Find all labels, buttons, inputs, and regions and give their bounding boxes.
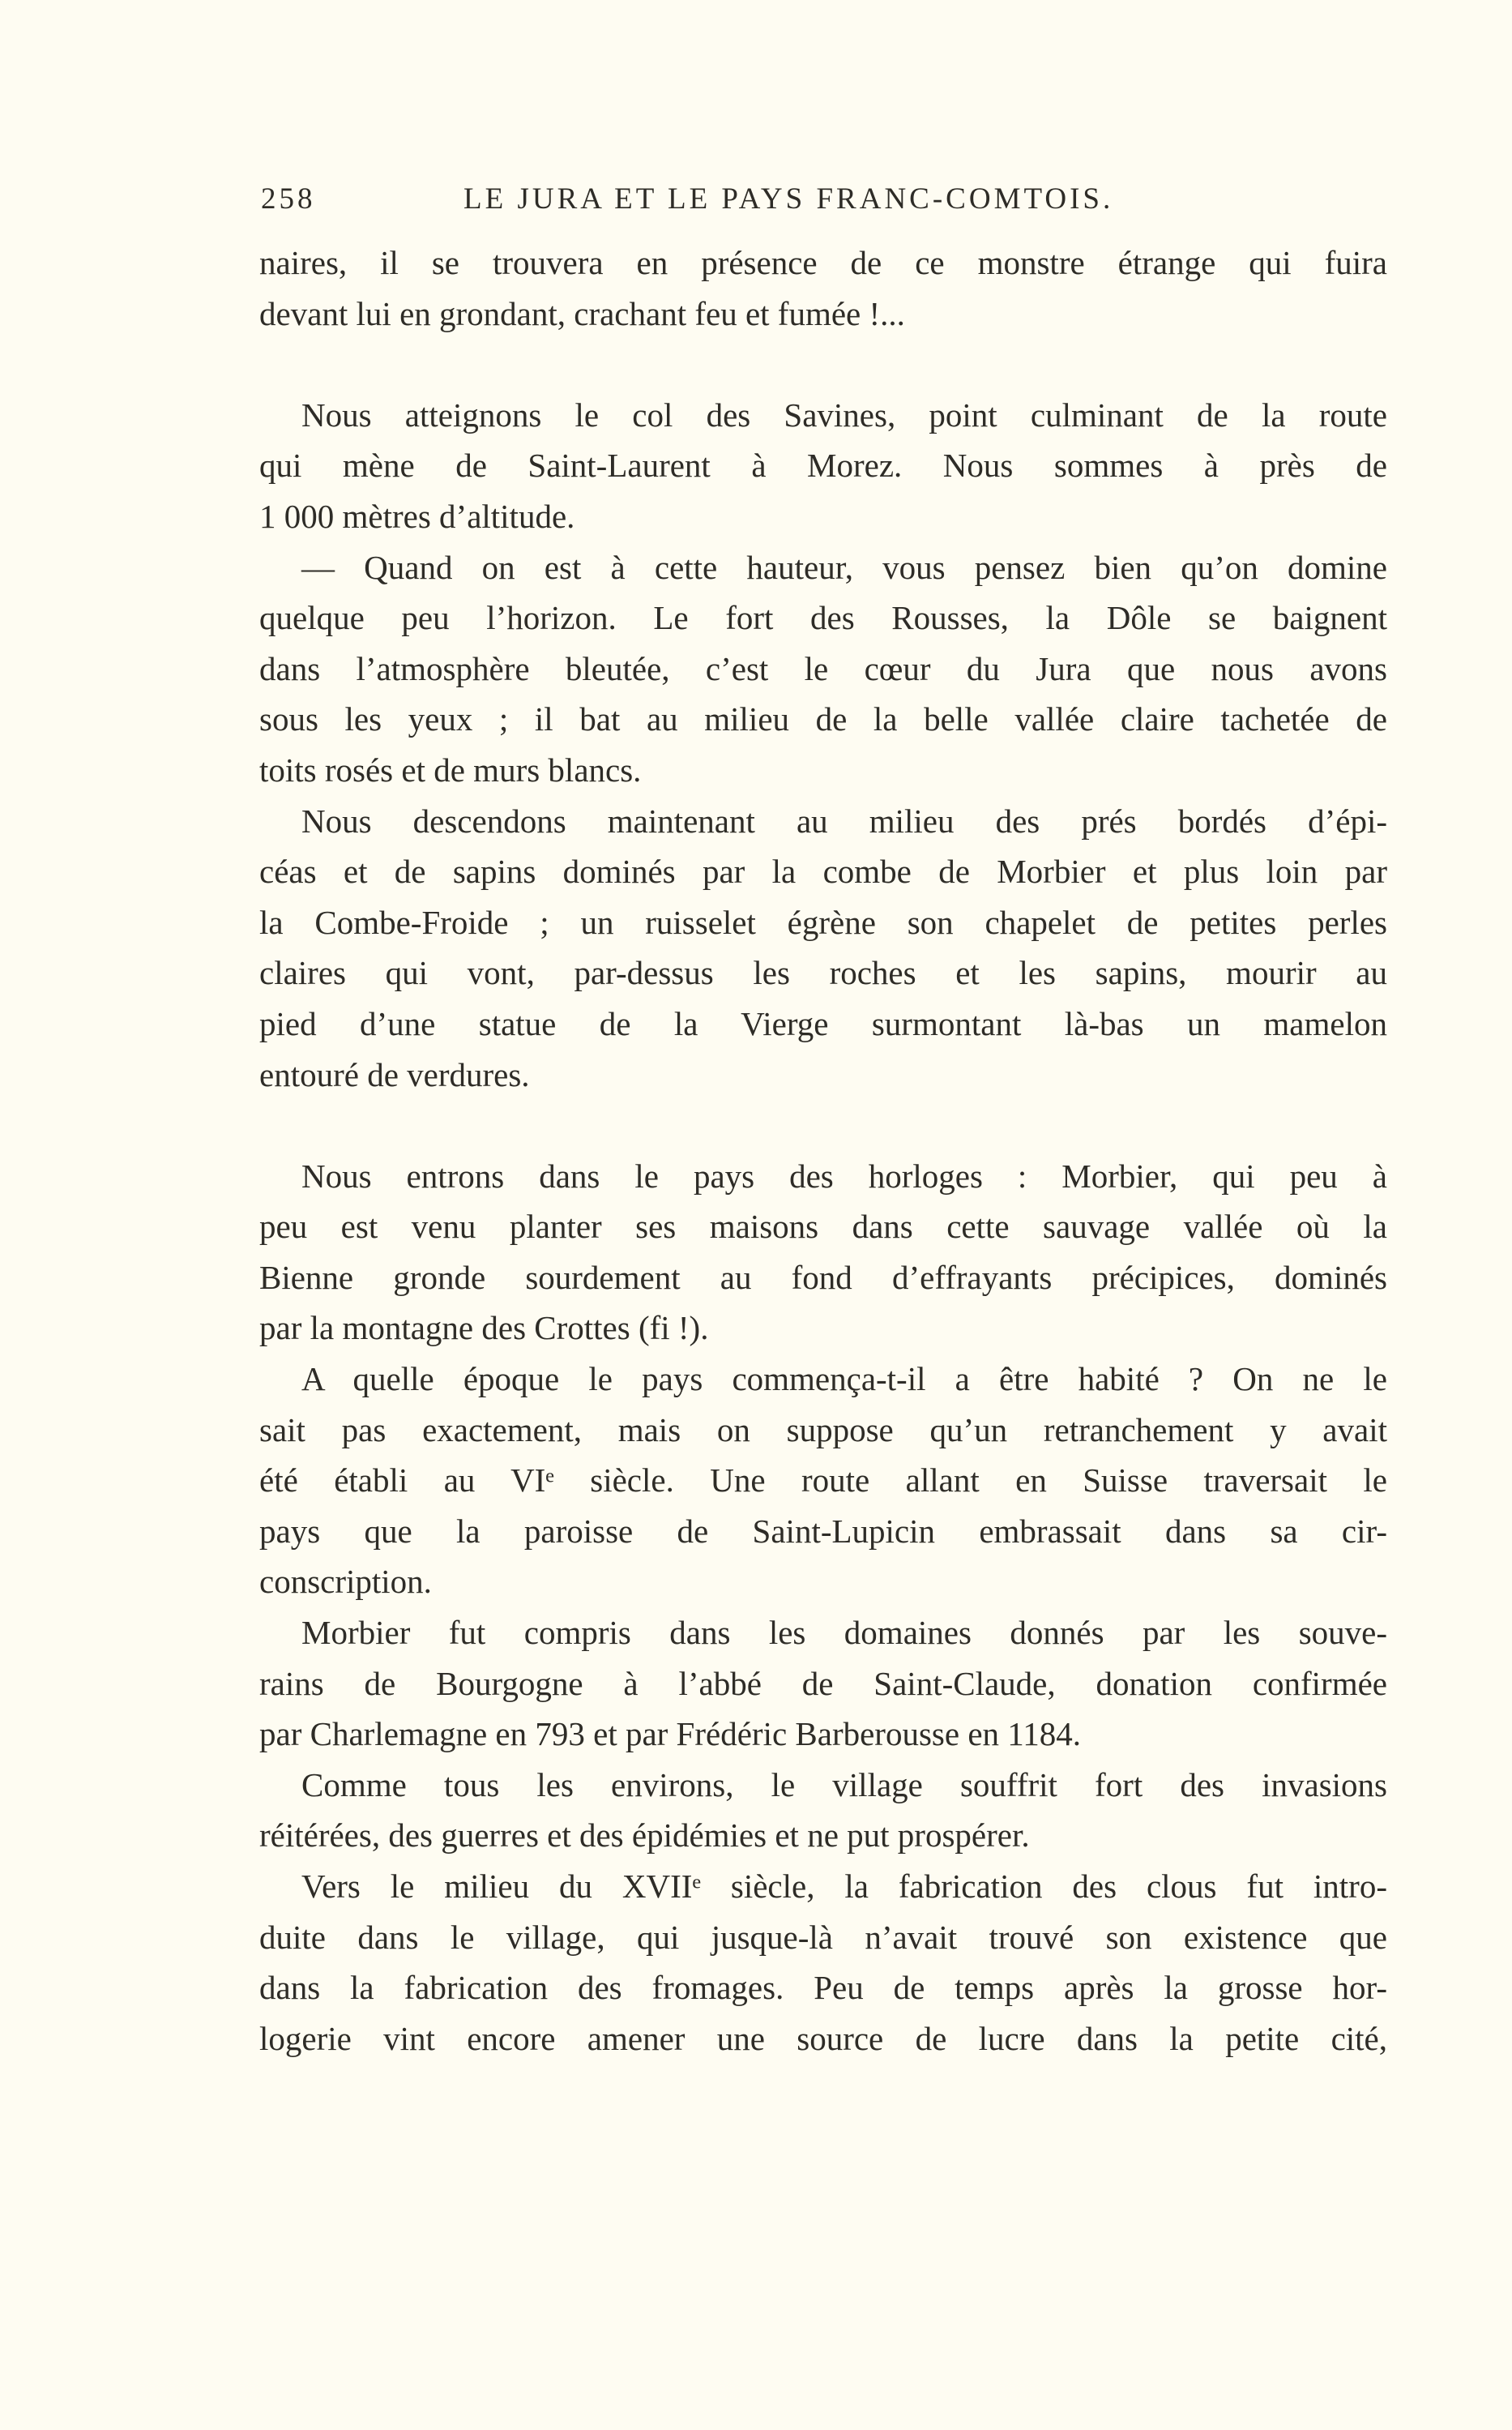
text-line: céas et de sapins dominés par la combe de Morbier et plus loin par bbox=[259, 853, 1387, 891]
text-line: logerie vint encore amener une source de lucre dans la petite cité, bbox=[259, 2019, 1387, 2057]
text-line: — Quand on est à cette hauteur, vous pensez bien qu’on domine bbox=[301, 548, 1387, 586]
text-line: A quelle époque le pays commença-t-il a être habité ? On ne le bbox=[301, 1360, 1387, 1398]
text-line: Nous entrons dans le pays des horloges : Morbier, qui peu à bbox=[301, 1157, 1387, 1195]
text-line: par la montagne des Crottes (fi !). bbox=[259, 1309, 709, 1347]
text-line: naires, il se trouvera en présence de ce monstre étrange qui fuira bbox=[259, 244, 1387, 281]
page-number: 258 bbox=[261, 182, 316, 216]
text-line: duite dans le village, qui jusque-là n’avait trouvé son existence que bbox=[259, 1918, 1387, 1956]
text-line: sait pas exactement, mais on suppose qu’un retranchement y avait bbox=[259, 1410, 1387, 1448]
text-line: pied d’une statue de la Vierge surmontant là-bas un mamelon bbox=[259, 1004, 1387, 1042]
text-line: entouré de verdures. bbox=[259, 1055, 530, 1093]
text-line: toits rosés et de murs blancs. bbox=[259, 751, 642, 789]
text-line: rains de Bourgogne à l’abbé de Saint-Claude, donation confirmée bbox=[259, 1664, 1387, 1702]
text-line: Comme tous les environs, le village souffrit fort des invasions bbox=[301, 1765, 1387, 1803]
text-line: 1 000 mètres d’altitude. bbox=[259, 497, 575, 535]
text-line: Nous atteignons le col des Savines, point culminant de la route bbox=[301, 396, 1387, 434]
text-line: devant lui en grondant, crachant feu et fumée !... bbox=[259, 294, 905, 332]
text-line: dans l’atmosphère bleutée, c’est le cœur du Jura que nous avons bbox=[259, 649, 1387, 687]
paragraph bbox=[259, 1354, 1387, 1607]
body-text bbox=[259, 237, 1387, 2064]
text-line: qui mène de Saint-Laurent à Morez. Nous sommes à près de bbox=[259, 447, 1387, 485]
paragraph bbox=[259, 1607, 1387, 1760]
section-break bbox=[259, 1100, 1387, 1151]
text-line: quelque peu l’horizon. Le fort des Rousses, la Dôle se baignent bbox=[259, 599, 1387, 637]
text-line: sous les yeux ; il bat au milieu de la belle vallée claire tachetée de bbox=[259, 700, 1387, 738]
page-header bbox=[261, 177, 1387, 222]
paragraph bbox=[259, 796, 1387, 1101]
text-line: réitérées, des guerres et des épidémies et ne put prospérer. bbox=[259, 1816, 1030, 1855]
text-line: par Charlemagne en 793 et par Frédéric Barberousse en 1184. bbox=[259, 1715, 1081, 1753]
text-line: pays que la paroisse de Saint-Lupicin embrassait dans sa cir- bbox=[259, 1512, 1387, 1550]
paragraph bbox=[259, 1151, 1387, 1354]
text-line: Nous descendons maintenant au milieu des prés bordés d’épi- bbox=[301, 802, 1387, 840]
text-line: conscription. bbox=[259, 1563, 432, 1601]
paragraph bbox=[259, 1760, 1387, 1861]
running-title: LE JURA ET LE PAYS FRANC-COMTOIS. bbox=[463, 182, 1114, 216]
paragraph bbox=[259, 390, 1387, 542]
section-break bbox=[259, 339, 1387, 390]
text-line: la Combe-Froide ; un ruisselet égrène son chapelet de petites perles bbox=[259, 903, 1387, 941]
paragraph bbox=[259, 237, 1387, 339]
paragraph bbox=[259, 542, 1387, 796]
paragraph bbox=[259, 1861, 1387, 2064]
text-line: Vers le milieu du XVIIᵉ siècle, la fabrication des clous fut intro- bbox=[301, 1867, 1387, 1905]
text-line: Bienne gronde sourdement au fond d’effrayants précipices, dominés bbox=[259, 1258, 1387, 1296]
text-line: été établi au VIᵉ siècle. Une route allant en Suisse traversait le bbox=[259, 1461, 1387, 1499]
text-line: claires qui vont, par-dessus les roches et les sapins, mourir au bbox=[259, 954, 1387, 992]
text-line: peu est venu planter ses maisons dans cette sauvage vallée où la bbox=[259, 1208, 1387, 1246]
text-line: dans la fabrication des fromages. Peu de temps après la grosse hor- bbox=[259, 1969, 1387, 2007]
text-line: Morbier fut compris dans les domaines donnés par les souve- bbox=[301, 1614, 1387, 1652]
